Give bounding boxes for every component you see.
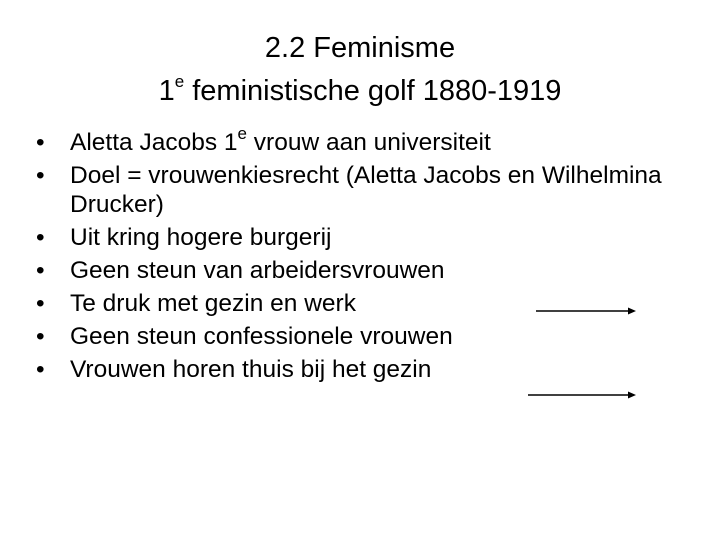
title-line-2 [0, 70, 720, 113]
bullet-item-6 [36, 322, 676, 351]
title-line-2-number: 1 [158, 75, 175, 107]
bullet-superscript-1: e [237, 123, 247, 143]
bullet-item-3 [36, 223, 676, 252]
bullet-text-4: Geen steun van arbeidersvrouwen [70, 257, 445, 284]
bullet-dot-icon: • [36, 129, 45, 156]
right-arrow-icon [528, 389, 636, 401]
bullet-list [36, 123, 676, 388]
bullet-dot-icon: • [36, 224, 45, 251]
bullet-dot-icon: • [36, 257, 45, 284]
bullet-text-2: Doel = vrouwenkiesrecht (Aletta Jacobs en Wilhelmina Drucker) [70, 162, 662, 218]
bullet-item-2 [36, 161, 676, 219]
bullet-text-5: Te druk met gezin en werk [70, 290, 356, 317]
bullet-text-1a: Aletta Jacobs 1 [70, 129, 238, 156]
bullet-dot-icon: • [36, 290, 45, 317]
bullet-text-7: Vrouwen horen thuis bij het gezin [70, 356, 432, 383]
bullet-item-7 [36, 355, 676, 384]
title-line-1: 2.2 Feminisme [264, 32, 456, 64]
bullet-item-1 [36, 123, 676, 157]
bullet-text-3: Uit kring hogere burgerij [70, 224, 332, 251]
bullet-dot-icon: • [36, 323, 45, 350]
bullet-item-4 [36, 256, 676, 285]
bullet-dot-icon: • [36, 162, 45, 189]
slide-title [0, 27, 720, 113]
bullet-text-1b: vrouw aan universiteit [247, 129, 491, 156]
bullet-text-6: Geen steun confessionele vrouwen [70, 323, 453, 350]
right-arrow-icon [536, 305, 636, 317]
title-line-2-superscript: e [174, 72, 185, 92]
title-line-2-text: feministische golf 1880-1919 [184, 75, 562, 107]
bullet-dot-icon: • [36, 356, 45, 383]
